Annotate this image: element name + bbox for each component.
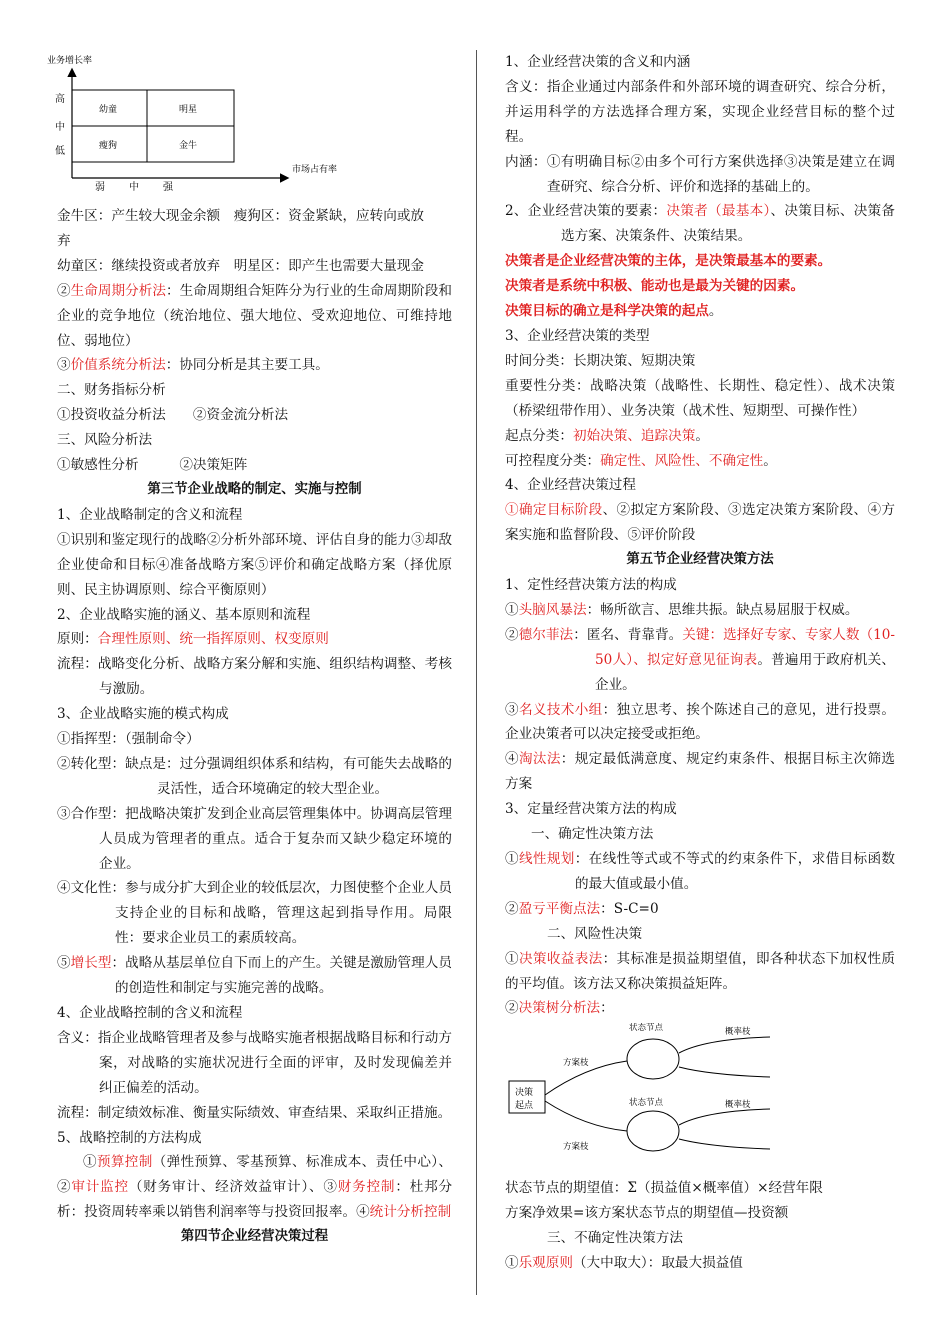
text-line: 4、企业战略控制的含义和流程 <box>57 1005 243 1021</box>
svg-text:高: 高 <box>55 94 65 105</box>
svg-text:明星: 明星 <box>179 105 198 115</box>
text-line: 1、企业战略制定的含义和流程 <box>57 506 243 523</box>
text-line: 三、风险分析法 <box>57 432 153 449</box>
text-line: 二、财务指标分析 <box>57 382 166 399</box>
text-line: 原则：合理性原则、统一指挥原则、权变原则 <box>57 631 329 648</box>
text-line: ①确定目标阶段、②拟定方案阶段、③选定决策方案阶段、④方案实施和监督阶段、⑤评价阶段 <box>505 502 896 544</box>
text-line: 内涵：①有明确目标②由多个可行方案供选择③决策是建立在调查研究、综合分析、评价和选择的基础上的。 <box>505 153 895 195</box>
text-line: 3、定量经营决策方法的构成 <box>505 801 677 818</box>
text-line: ①投资收益分析法 ②资金流分析法 <box>57 407 289 424</box>
text-line: 一、确定性决策方法 <box>531 826 654 843</box>
svg-text:弱: 弱 <box>95 182 105 193</box>
text-line: ①敏感性分析 ②决策矩阵 <box>57 457 248 474</box>
text-line: 幼童区：继续投资或者放弃 明星区：即产生也需要大量现金 <box>57 257 425 274</box>
text-line: 2、企业经营决策的要素：决策者（最基本）、决策目标、决策备选方案、决策条件、决策结果。 <box>505 203 896 245</box>
svg-text:市场占有率: 市场占有率 <box>292 165 338 175</box>
text-line: 5、战略控制的方法构成 <box>57 1129 202 1146</box>
text-line: 流程：战略变化分析、战略方案分解和实施、组织结构调整、考核与激励。 <box>57 656 452 698</box>
svg-text:概率枝: 概率枝 <box>725 1027 751 1038</box>
text-line: 决策者是系统中积极、能动也是最为关键的因素。 <box>505 278 805 295</box>
right-column <box>505 50 895 1276</box>
text-line: ②德尔菲法：匿名、背靠背。关键：选择好专家、专家人数（10-50人）、拟定好意见征询表。普遍用于政府机关、企业。 <box>505 626 896 693</box>
text-line: ③合作型：把战略决策扩发到企业高层管理集体中。协调高层管理人员成为管理者的重点。适合于复杂而又缺少稳定环境的企业。 <box>57 805 452 872</box>
text-line: 重要性分类：战略决策（战略性、长期性、稳定性）、战术决策（桥梁纽带作用）、业务决策（战术性、短期型、可操作性） <box>505 377 895 419</box>
text-line: 状态节点的期望值：Σ（损益值×概率值）×经营年限 <box>505 1180 823 1197</box>
text-line: ①线性规划：在线性等式或不等式的约束条件下，求借目标函数的最大值或最小值。 <box>505 851 896 892</box>
text-line: ④淘汰法：规定最低满意度、规定约束条件、根据目标主次筛选方案 <box>505 751 896 793</box>
text-line: ①指挥型：（强制命令） <box>57 731 200 748</box>
text-line: ①识别和鉴定现行的战略②分析外部环境、评估自身的能力③却敌企业使命和目标④准备战略方案⑤评价和确定战略方案（择优原则、民主协调原则、综合平衡原则） <box>57 531 452 598</box>
text-line: 1、企业经营决策的含义和内涵 <box>505 54 691 70</box>
svg-text:低: 低 <box>55 146 65 157</box>
text-line: ③名义技术小组：独立思考、挨个陈述自己的意见，进行投票。企业决策者可以决定接受或拒绝。 <box>505 701 896 743</box>
section-heading: 第五节企业经营决策方法 <box>626 552 774 568</box>
text-line: 起点分类：初始决策、追踪决策。 <box>505 427 709 444</box>
text-line: 金牛区：产生较大现金余额 瘦狗区：资金紧缺，应转向或放 弃 <box>57 208 425 249</box>
text-line: ③价值系统分析法：协同分析是其主要工具。 <box>57 357 329 374</box>
svg-text:概率枝: 概率枝 <box>725 1100 751 1111</box>
text-line: 1、定性经营决策方法的构成 <box>505 577 677 594</box>
text-line: ①头脑风暴法：畅所欲言、思维共振。缺点易屈服于权威。 <box>505 601 859 618</box>
text-line: ②盈亏平衡点法：S-C=0 <box>505 900 659 917</box>
svg-text:起点: 起点 <box>515 1101 534 1112</box>
svg-text:瘦狗: 瘦狗 <box>99 141 118 151</box>
svg-text:幼童: 幼童 <box>99 105 118 115</box>
text-line: ④文化性：参与成分扩大到企业的较低层次，力图使整个企业人员支持企业的目标和战略，管理这起到指导作用。局限性：要求企业员工的素质较高。 <box>57 880 452 947</box>
text-line: 含义：指企业通过内部条件和外部环境的调查研究、综合分析，并运用科学的方法选择合理方案，实现企业经营目标的整个过程。 <box>505 78 895 145</box>
left-column <box>47 0 453 1250</box>
svg-text:强: 强 <box>163 182 173 193</box>
text-line: 3、企业战略实施的模式构成 <box>57 706 229 723</box>
text-line: 三、不确定性决策方法 <box>547 1230 683 1247</box>
text-line: 方案净效果=该方案状态节点的期望值—投资额 <box>505 1205 789 1222</box>
svg-text:决策: 决策 <box>515 1088 534 1099</box>
text-line: 时间分类：长期决策、短期决策 <box>505 352 696 369</box>
svg-text:中: 中 <box>129 182 139 193</box>
text-line: ②决策树分析法： <box>505 1000 614 1017</box>
text-line: ②转化型：缺点是：过分强调组织体系和结构，有可能失去战略的灵活性，适合环境确定的较大型企业。 <box>57 755 452 797</box>
text-line: ②生命周期分析法：生命周期组合矩阵分为行业的生命周期阶段和企业的竞争地位（统治地位、强大地位、受欢迎地位、可维持地位、弱地位） <box>57 282 453 349</box>
text-line: ①决策收益表法：其标准是损益期望值，即各种状态下加权性质的平均值。该方法又称决策损益矩阵。 <box>505 950 896 992</box>
text-line: 2、企业战略实施的涵义、基本原则和流程 <box>57 606 311 623</box>
text-line: 二、风险性决策 <box>547 925 643 942</box>
text-line: 决策目标的确立是科学决策的起点。 <box>505 303 723 320</box>
text-line: 含义：指企业战略管理者及参与战略实施者根据战略目标和行动方案，对战略的实施状况进行全面的评审，及时发现偏差并纠正偏差的活动。 <box>57 1029 452 1096</box>
text-line: 决策者是企业经营决策的主体，是决策最基本的要素。 <box>505 253 832 270</box>
section-heading: 第四节企业经营决策过程 <box>180 1229 329 1245</box>
column-divider <box>476 50 477 1295</box>
section-heading: 第三节企业战略的制定、实施与控制 <box>147 481 362 497</box>
svg-text:状态节点: 状态节点 <box>629 1023 664 1034</box>
text-line: 4、企业经营决策过程 <box>505 477 636 494</box>
text-line: 3、企业经营决策的类型 <box>505 327 650 344</box>
svg-text:中: 中 <box>55 122 65 133</box>
svg-text:状态节点: 状态节点 <box>629 1098 664 1109</box>
growth-share-matrix <box>37 50 432 200</box>
svg-text:方案枝: 方案枝 <box>563 1058 589 1069</box>
svg-text:业务增长率: 业务增长率 <box>47 56 93 66</box>
svg-text:方案枝: 方案枝 <box>563 1142 589 1153</box>
text-line: 可控程度分类：确定性、风险性、不确定性。 <box>505 452 777 469</box>
text-line: ①预算控制（弹性预算、零基预算、标准成本、责任中心）、②审计监控（财务审计、经济效益审计）、③财务控制：杜邦分析：投资周转率乘以销售利润率等与投资回报率。④统计分析控制 <box>57 1154 453 1221</box>
svg-text:金牛: 金牛 <box>179 141 198 151</box>
text-line: ①乐观原则（大中取大）：取最大损益值 <box>505 1255 743 1272</box>
text-line: 流程：制定绩效标准、衡量实际绩效、审查结果、采取纠正措施。 <box>57 1104 452 1121</box>
decision-tree-diagram <box>505 1023 805 1158</box>
text-line: ⑤增长型：战略从基层单位自下而上的产生。关键是激励管理人员的创造性和制定与实施完善的战略。 <box>57 955 453 997</box>
